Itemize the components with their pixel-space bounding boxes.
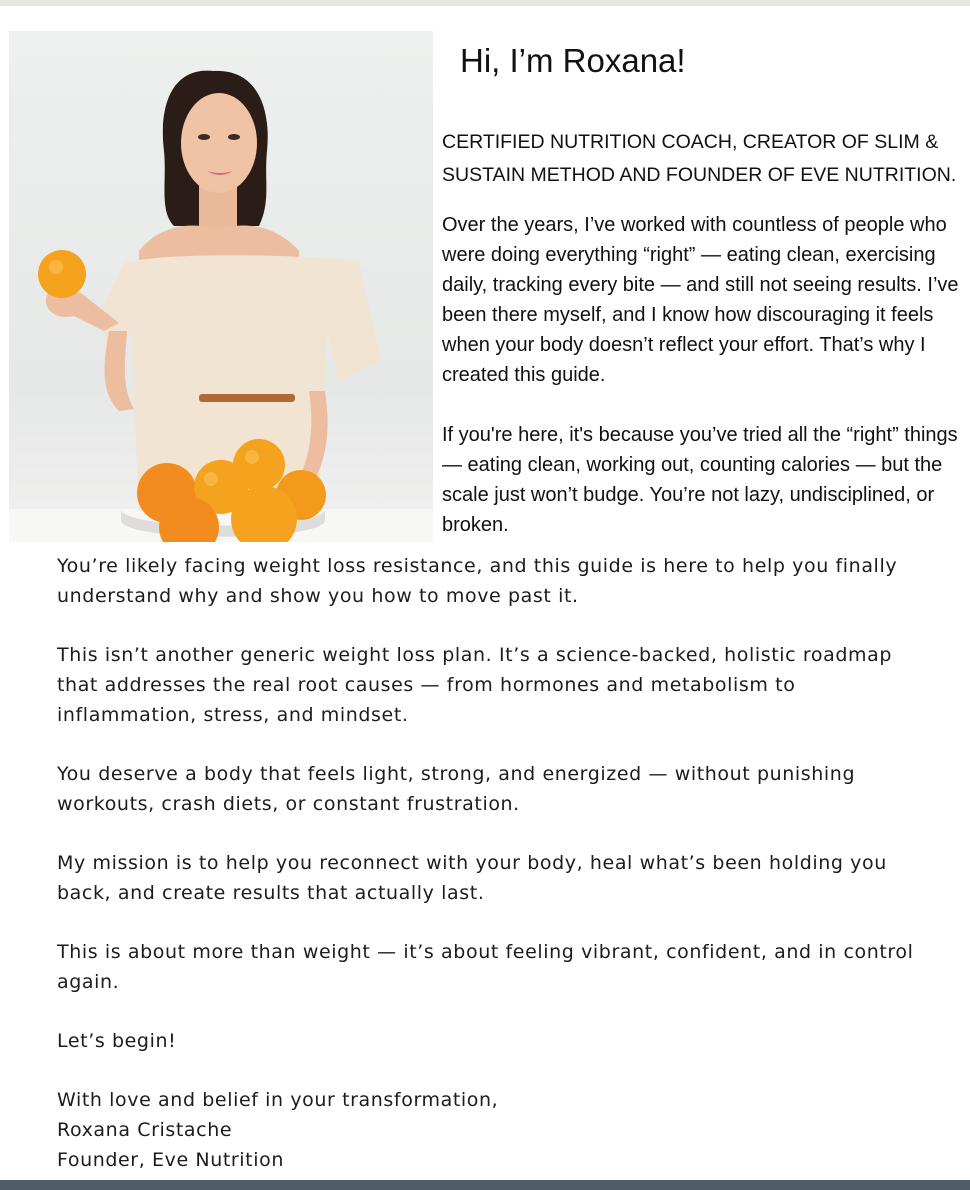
page-title: Hi, I’m Roxana! [460, 42, 686, 79]
body-paragraph-2: This isn’t another generic weight loss plan. It’s a science-backed, holistic roadmap that addresses the real root causes — from hormones and metabolism to inflammation, stress, and mindset. [57, 644, 892, 726]
intro-paragraph-2: If you're here, it's because you’ve tried all the “right” things — eating clean, working out, counting calories — but the scale just won’t budge. You’re not lazy, undisciplined, or broken. [442, 424, 958, 536]
intro-section [442, 210, 970, 570]
body-paragraph-1: You’re likely facing weight loss resistance, and this guide is here to help you finally understand why and show you how to move past it. [57, 555, 898, 607]
top-rule [0, 0, 970, 6]
signature-title: Founder, Eve Nutrition [57, 1149, 284, 1171]
body-paragraph-6: Let’s begin! [57, 1030, 177, 1052]
footer-bar [0, 1180, 970, 1190]
signature-name: Roxana Cristache [57, 1119, 233, 1141]
portrait-photo [9, 31, 433, 542]
body-paragraph-3: You deserve a body that feels light, strong, and energized — without punishing workouts, crash diets, or constant frustration. [57, 763, 856, 815]
credentials-heading: CERTIFIED NUTRITION COACH, CREATOR OF SLIM & SUSTAIN METHOD AND FOUNDER OF EVE NUTRITION. [442, 131, 957, 186]
body-section [57, 551, 937, 1175]
body-paragraph-5: This is about more than weight — it’s about feeling vibrant, confident, and in control again. [57, 941, 914, 993]
signature-closing: With love and belief in your transformation, [57, 1089, 499, 1111]
body-paragraph-4: My mission is to help you reconnect with your body, heal what’s been holding you back, and create results that actually last. [57, 852, 887, 904]
intro-paragraph-1: Over the years, I’ve worked with countless of people who were doing everything “right” — eating clean, exercising daily, tracking every bite — and still not seeing results. I’ve been there myself, and I know how discouraging it feels when your body doesn’t reflect your effort. That’s why I created this guide. [442, 214, 959, 386]
